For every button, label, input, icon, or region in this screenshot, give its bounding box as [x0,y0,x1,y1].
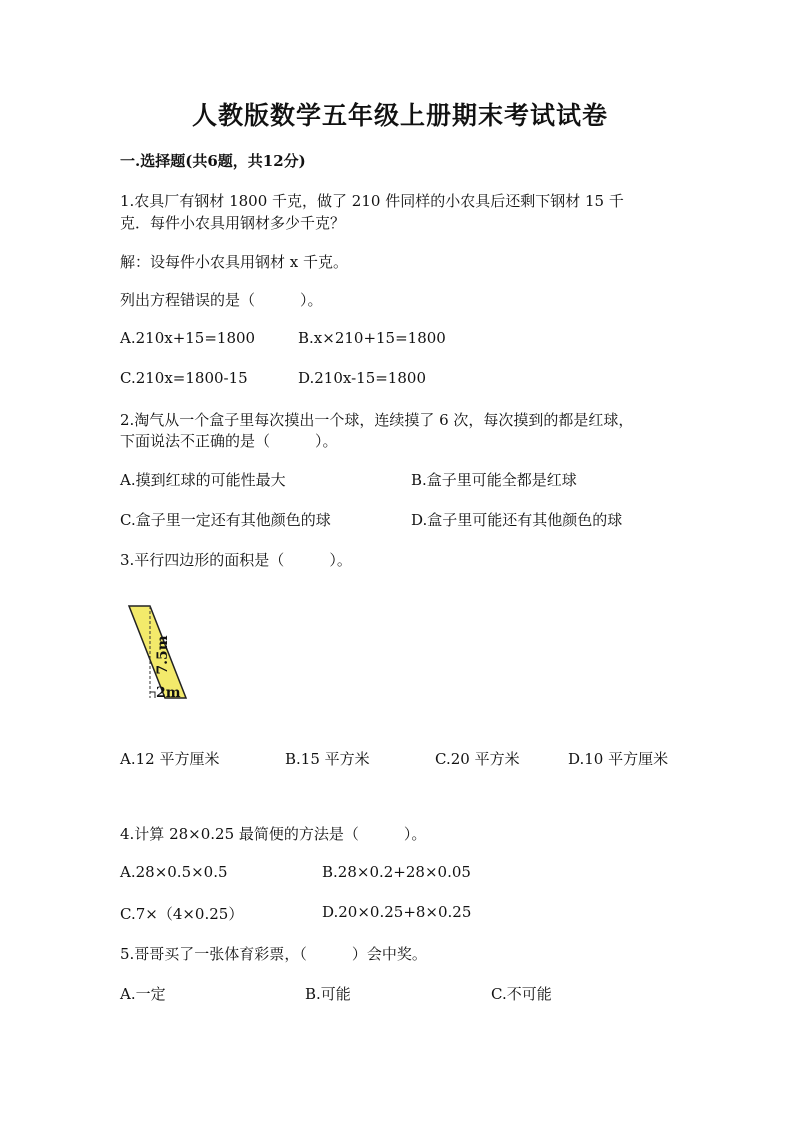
q1-text-line-2: 克．每件小农具用钢材多少千克？ [120,214,346,232]
q4-option-c[interactable]: C.7×（4×0.25） [120,905,244,923]
right-angle-mark [150,692,155,698]
q4-option-a[interactable]: A.28×0.5×0.5 [120,863,228,881]
q3-option-c[interactable]: C.20 平方米 [435,750,520,768]
q1-option-b[interactable]: B.x×210+15=1800 [298,329,446,347]
base-label: 2m [156,685,181,701]
q5-text-line-1: 5.哥哥买了一张体育彩票，（ ）会中奖。 [120,945,427,963]
q3-text-line-1: 3.平行四边形的面积是（ ）。 [120,551,352,569]
q2-option-a[interactable]: A.摸到红球的可能性最大 [120,471,286,489]
q2-option-d[interactable]: D.盒子里可能还有其他颜色的球 [411,511,623,529]
q4-text-line-1: 4.计算 28×0.25 最简便的方法是（ ）。 [120,825,427,843]
section-heading: 一.选择题(共6题，共12分) [120,152,306,170]
height-label: 7.5m [155,635,171,675]
q2-option-b[interactable]: B.盒子里可能全都是红球 [411,471,577,489]
q5-option-b[interactable]: B.可能 [305,985,351,1003]
q1-text-line-4: 列出方程错误的是（ ）。 [120,291,323,309]
q2-text-line-1: 2.淘气从一个盒子里每次摸出一个球，连续摸了 6 次，每次摸到的都是红球， [120,411,634,429]
q1-option-c[interactable]: C.210x=1800-15 [120,369,248,387]
page-title: 人教版数学五年级上册期末考试试卷 [191,101,608,130]
parallelogram-figure [126,600,196,706]
q1-text-line-3: 解：设每件小农具用钢材 x 千克。 [120,253,348,271]
q5-option-c[interactable]: C.不可能 [491,985,552,1003]
q4-option-b[interactable]: B.28×0.2+28×0.05 [322,863,471,881]
q5-option-a[interactable]: A.一定 [120,985,166,1003]
q3-option-d[interactable]: D.10 平方厘米 [568,750,669,768]
q2-option-c[interactable]: C.盒子里一定还有其他颜色的球 [120,511,331,529]
q3-option-b[interactable]: B.15 平方米 [285,750,370,768]
q4-option-d[interactable]: D.20×0.25+8×0.25 [322,903,472,921]
q1-text-line-1: 1.农具厂有钢材 1800 千克，做了 210 件同样的小农具后还剩下钢材 15 千 [120,192,624,210]
q1-option-a[interactable]: A.210x+15=1800 [120,329,256,347]
q2-text-line-2: 下面说法不正确的是（ ）。 [120,432,338,450]
q3-option-a[interactable]: A.12 平方厘米 [120,750,220,768]
q1-option-d[interactable]: D.210x-15=1800 [298,369,426,387]
